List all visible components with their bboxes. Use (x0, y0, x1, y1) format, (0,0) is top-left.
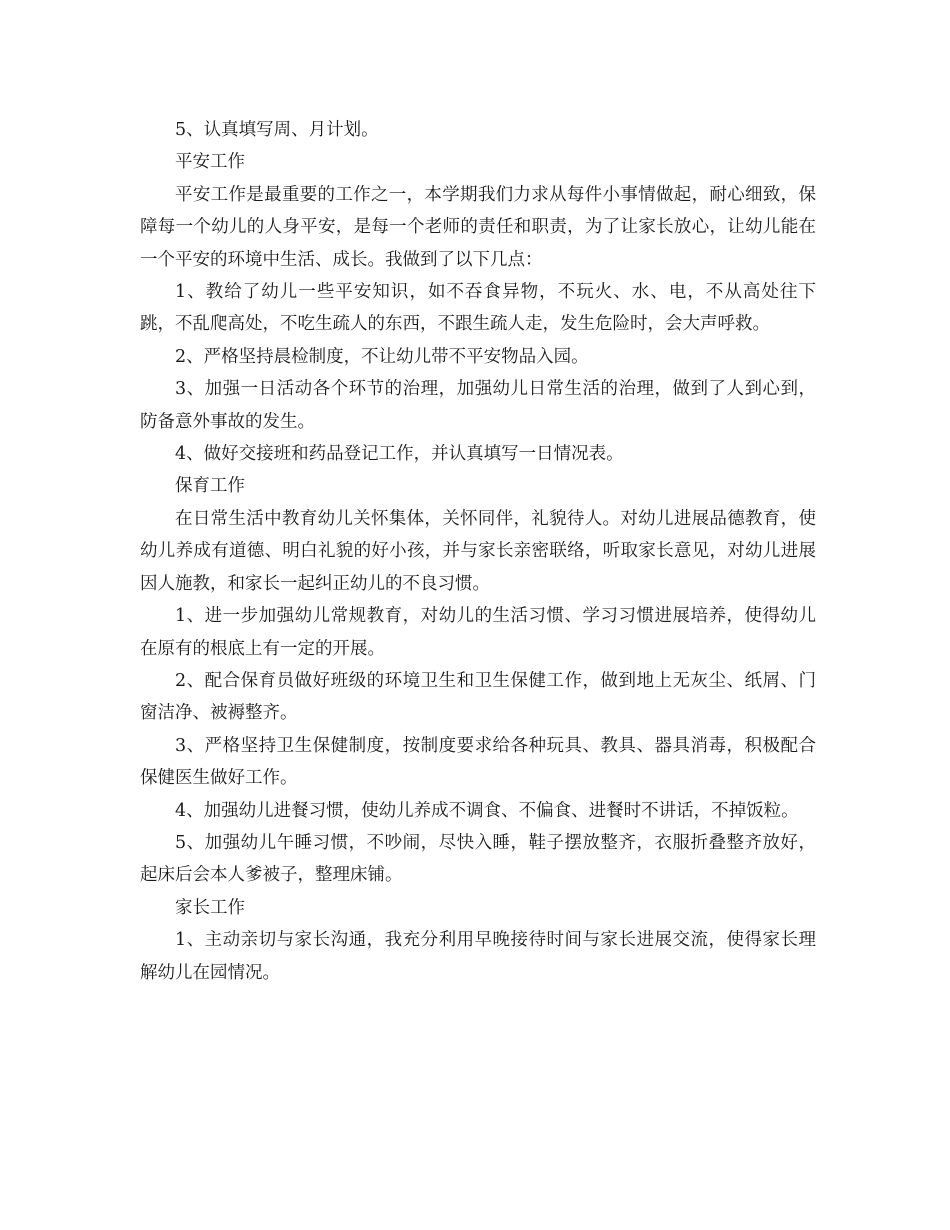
paragraph: 5、认真填写周、月计划。 (175, 120, 379, 140)
paragraph: 在日常生活中教育幼儿关怀集体，关怀同伴，礼貌待人。对幼儿进展品德教育，使幼儿养成有道德、明白礼貌的好小孩，并与家长亲密联络，听取家长意见，对幼儿进展因人施教，和家长一起纠正幼儿的不良习惯。 (140, 508, 816, 594)
paragraph: 平安工作是最重要的工作之一，本学期我们力求从每件小事情做起，耐心细致，保障每一个幼儿的人身平安，是每一个老师的责任和职责，为了让家长放心，让幼儿能在一个平安的环境中生活、成长。我做到了以下几点： (140, 184, 816, 270)
paragraph: 1、教给了幼儿一些平安知识，如不吞食异物，不玩火、水、电，不从高处往下跳，不乱爬高处，不吃生疏人的东西，不跟生疏人走，发生危险时，会大声呼救。 (140, 282, 816, 335)
document-body (140, 114, 816, 989)
section-heading: 平安工作 (175, 152, 245, 173)
paragraph: 2、严格坚持晨检制度，不让幼儿带不平安物品入园。 (175, 346, 589, 367)
paragraph: 5、加强幼儿午睡习惯，不吵闹，尽快入睡，鞋子摆放整齐，衣服折叠整齐放好，起床后会本人爹被子，整理床铺。 (140, 832, 816, 886)
paragraph: 4、做好交接班和药品登记工作，并认真填写一日情况表。 (175, 444, 624, 465)
paragraph: 3、加强一日活动各个环节的治理，加强幼儿日常生活的治理，做到了人到心到，防备意外事故的发生。 (140, 379, 816, 432)
paragraph: 4、加强幼儿进餐习惯，使幼儿养成不调食、不偏食、进餐时不讲话，不掉饭粒。 (175, 800, 799, 821)
section-heading: 家长工作 (175, 897, 245, 918)
section-heading: 保育工作 (175, 476, 245, 497)
paragraph: 2、配合保育员做好班级的环境卫生和卫生保健工作，做到地上无灰尘、纸屑、门窗洁净、被褥整齐。 (140, 670, 816, 724)
paragraph: 3、严格坚持卫生保健制度，按制度要求给各种玩具、教具、器具消毒，积极配合保健医生做好工作。 (140, 735, 816, 789)
paragraph: 1、主动亲切与家长沟通，我充分利用早晚接待时间与家长进展交流，使得家长理解幼儿在园情况。 (140, 930, 816, 983)
paragraph: 1、进一步加强幼儿常规教育，对幼儿的生活习惯、学习习惯进展培养，使得幼儿在原有的根底上有一定的开展。 (140, 606, 816, 659)
